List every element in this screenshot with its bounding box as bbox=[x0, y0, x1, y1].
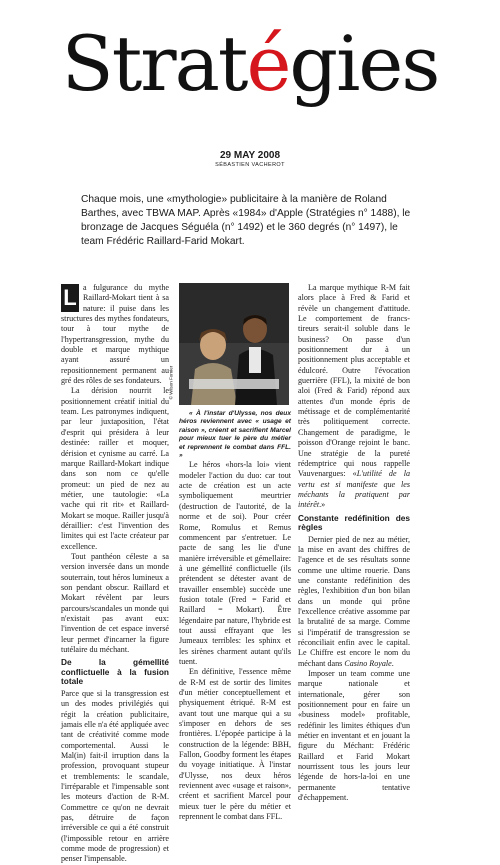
article-column-1 bbox=[61, 283, 169, 865]
paragraph: En définitive, l'essence même de R-M est de sortir des limites d'un métier conceptuellement et physiquement étriqué. R-M est avant tout une marque qui a su s'imposer en dehors de ses frontières. L'épopée participe à la construction de la légende: BBH, Fallon, Goodby forment les étapes du voyage initiatique. À l'instar d'Ulysse, nos deux héros reviennent avec «usage et raison», créent et sacrifient Marcel pour mieux tuer le père du métier et reprennent le combat dans FFL. bbox=[179, 667, 291, 822]
paragraph-text: La marque mythique R-M fait alors place à Fred & Farid et révèle un changement d'attitude. Le comportement de francs-tireurs serait-il soluble dans le business? On passe d'un positionnement dur à un positionnement plus acceptable et édulcoré. Outre l'évocation guerrière (FFL), la mixité de bon aloi (Fred & Farid) répond aux attentes d'un monde épris de métissage et de complémentarité très politiquement correcte. Changement de paradigme, le poisson d'Orange rejoint le banc. Une stratégie de la pureté rédemptrice qui nous rappelle Vauvenargues: « bbox=[298, 283, 410, 479]
publication-date: 29 MAY 2008 bbox=[219, 150, 281, 161]
section-heading: De la gémellité conflictuelle à la fusion totale bbox=[61, 657, 169, 687]
paragraph: Imposer un team comme une marque nationale et internationale, gérer son positionnement pour en faire un «business model» profitable, redéfinir les limites éthiques d'un métier en inventant et en jouant la figure du Méchant: Frédéric Raillard et Farid Mokart nourrissent tous les jours leur légende de hors-la-loi en une permanente tentative d'échappement. bbox=[298, 669, 410, 803]
paragraph-text-end: .» bbox=[319, 500, 326, 510]
paragraph-text: a fulgurance du mythe Raillard-Mokart tient à sa nature: il puise dans les structures des mythes fondateurs, tour à tour mythe de l'hypertransgression, mythe du double et marque mythique ayant assuré un repositionnement permanent au gré des rôles de ses fondateurs. bbox=[61, 283, 169, 386]
paragraph: Le héros «hors-la loi» vient modeler l'action du duo: car tout acte de création est un acte symboliquement meurtrier (destruction de l'autorité, de la norme et de soi). Pour créer Rome, Romulus et Remus commencent par s'entretuer. Le pacte de sang les lie d'une manière irréversible et gémellaire: à une gémellité conflictuelle (ils prétendent se détester avant de travailler ensemble) succède une fusion totale (Fred = Farid et Raillard = Mokart). Être légendaire par nature, l'hybride est tout aussi effrayant que les Jumeaux terribles: les sphinx et les sirènes charment autant qu'ils tuent. bbox=[179, 460, 291, 666]
duo-photo-illustration bbox=[179, 283, 289, 405]
article-column-2 bbox=[168, 283, 291, 822]
paragraph bbox=[298, 283, 410, 511]
article-intro: Chaque mois, une «mythologie» publicitaire à la manière de Roland Barthes, avec TBWA MAP. Après «1984» d'Apple (Stratégies n° 1488), le bronzage de Jacques Séguéla (n° 1492) et le 360 degrés (n° 1497), le team Frédéric Raillard-Farid Mokart. bbox=[81, 194, 411, 247]
paragraph: La dérision nourrit le positionnement créatif initial du team. Les patronymes indiquent, par leur juxtaposition, l'état d'esprit qui présidera à leur destinée: railler et moquer, dérision et cynisme au carré. La marque Raillard-Mokart indique dans son nom ce qu'elle promeut: un pied de nez au métier, une tautologie: «La vache qui rit rit» et Raillard-Mokart se moque. Railler jusqu'à déraillier: c'est l'invention des limites qui est l'acte créateur par excellence. bbox=[61, 386, 169, 551]
paragraph bbox=[298, 535, 410, 669]
masthead-logo bbox=[0, 20, 500, 108]
section-heading: Constante redéfinition des règles bbox=[298, 512, 410, 533]
quote-text: L'utilité de la vertu est si manifeste que les méchants la pratiquent par intérêt bbox=[298, 469, 410, 510]
photo-credit: © Wilson Fornier bbox=[168, 365, 174, 399]
author-byline: SÉBASTIEN VACHEROT bbox=[215, 162, 285, 168]
film-title: Casino Royale bbox=[344, 658, 392, 668]
drop-cap: L bbox=[61, 284, 79, 312]
paragraph: Tout panthéon céleste a sa version inversée dans un monde souterrain, tout héros lumineux a son pendant obscur. Raillard et Mokart révèlent par leurs parcours/scandales un monde qui n'existait pas avant eux: l'invention de cet espace inversé leur permet d'incarner la figure tutélaire du méchant. bbox=[61, 551, 169, 655]
duo-photo bbox=[168, 283, 289, 405]
paragraph-text: Dernier pied de nez au métier, la mise en avant des chiffres de l'agence et de ses résultats sonne comme une ultime rouerie. Dans une constante redéfinition des règles, l'exhibition d'un bon bilan dans un monde qui prône l'excellence créative assomme par la brutalité de sa marge. Comme si l'impératif de transgression se réconciliait enfin avec le capital. Le Chiffre est encore le nom du méchant dans bbox=[298, 534, 410, 668]
paragraph-text-end: . bbox=[391, 658, 394, 668]
article-column-3 bbox=[298, 283, 410, 804]
photo-caption: « À l'instar d'Ulysse, nos deux héros reviennent avec « usage et raison », créent et sacrifient Marcel pour mieux tuer le père du métier et reprennent le combat dans FFL. » bbox=[179, 410, 291, 460]
logo-text-accent: é bbox=[246, 19, 290, 108]
paragraph bbox=[61, 283, 169, 386]
logo-text-before: Strat bbox=[61, 19, 247, 108]
paragraph: Parce que si la transgression est un des modes privilégiés qui régit la création publicitaire, jamais elle n'a été appliquée avec tant de créativité comme mode comportemental. Aussi le Mal(in) fait-il irruption dans la profession, provoquant stupeur et tremblements: le scandale, l'irréparable et l'impensable sont les moteurs d'action de R-M. Commettre ce qu'on ne devrait pas, détruire de façon irréversible ce qui a été construit (l'impossible retour en arrière comme mode de progression) et penser l'impensable. bbox=[61, 688, 169, 864]
logo-text-after: gies bbox=[289, 19, 439, 108]
